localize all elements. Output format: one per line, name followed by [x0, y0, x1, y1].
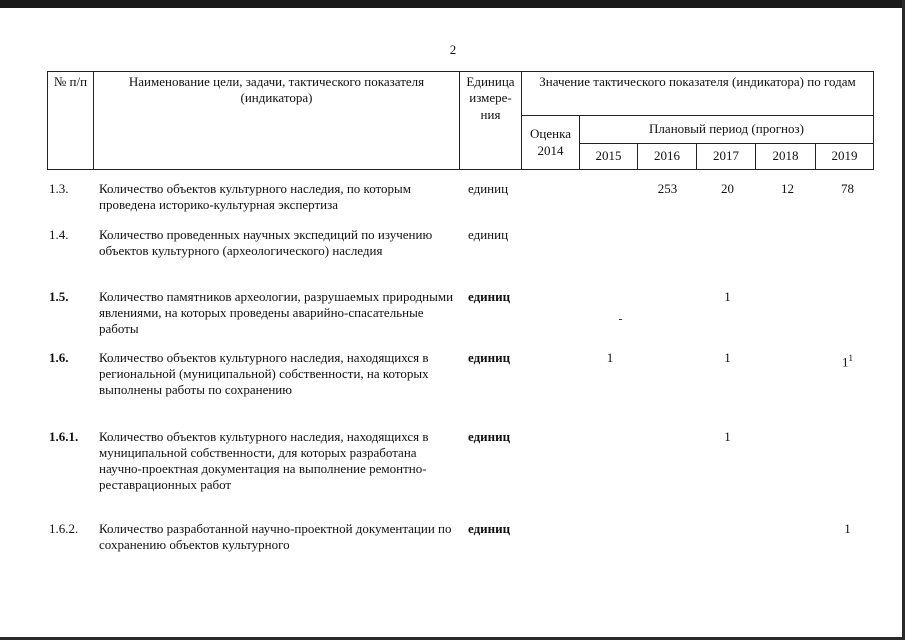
value-2018: 12 [781, 181, 794, 196]
row-number: 1.6. [49, 350, 69, 365]
row-unit: единиц [468, 289, 511, 304]
value-2017: 1 [724, 289, 731, 304]
value-2017: 20 [721, 181, 734, 196]
row-unit: единиц [468, 429, 511, 444]
value-2019: 1 [844, 521, 851, 536]
header-unit: Единица измере- ния [460, 72, 522, 170]
value-2019-number: 1 [842, 354, 849, 370]
row-name: Количество разработанной научно-проектной документации по сохранению объектов культурного [99, 521, 452, 552]
row-unit: единиц [468, 350, 511, 365]
header-year: 2019 [816, 144, 874, 170]
row-unit: единиц [468, 227, 509, 242]
header-name: Наименование цели, задачи, тактического показателя (индикатора) [94, 72, 460, 170]
value-2017: 1 [724, 429, 731, 444]
row-name: Количество памятников археологии, разрушаемых природными явлениями, на которых проведены аварийно-спасательные работы [99, 289, 454, 336]
header-values-title: Значение тактического показателя (индикатора) по годам [522, 72, 874, 116]
row-name: Количество объектов культурного наследия, находящихся в муниципальной собственности, для которых разработана научно-проектная документация на выполнение ремонтно-реставрационных работ [99, 429, 429, 492]
row-name: Количество проведенных научных экспедиций по изучению объектов культурного (археологического) наследия [99, 227, 433, 258]
row-number: 1.6.1. [49, 429, 79, 444]
footnote-marker: 1 [848, 353, 853, 363]
header-year: 2017 [697, 144, 756, 170]
value-2017: 1 [724, 350, 731, 365]
row-unit: единиц [468, 521, 511, 536]
header-year: 2015 [580, 144, 638, 170]
row-number: 1.4. [49, 227, 69, 242]
header-number: № п/п [48, 72, 94, 170]
row-name: Количество объектов культурного наследия, по которым проведена историко-культурная экспертиза [99, 181, 412, 212]
header-year: 2016 [638, 144, 697, 170]
scan-top-border [0, 0, 905, 8]
header-estimate: Оценка 2014 [522, 116, 580, 170]
dash-mark [619, 319, 622, 320]
value-2019: 78 [841, 181, 854, 196]
row-name: Количество объектов культурного наследия, находящихся в региональной (муниципальной) собственности, на которых выполнены работы по сохранению [99, 350, 429, 397]
row-number: 1.5. [49, 289, 69, 304]
row-number: 1.3. [49, 181, 69, 196]
value-2019 [820, 350, 875, 370]
value-2015: 1 [606, 350, 614, 365]
value-2016: 253 [657, 181, 678, 196]
page-number: 2 [449, 42, 457, 57]
header-year: 2018 [756, 144, 816, 170]
header-plan: Плановый период (прогноз) [580, 116, 874, 144]
row-number: 1.6.2. [49, 521, 79, 536]
table-header [47, 71, 874, 170]
row-unit: единиц [468, 181, 509, 196]
